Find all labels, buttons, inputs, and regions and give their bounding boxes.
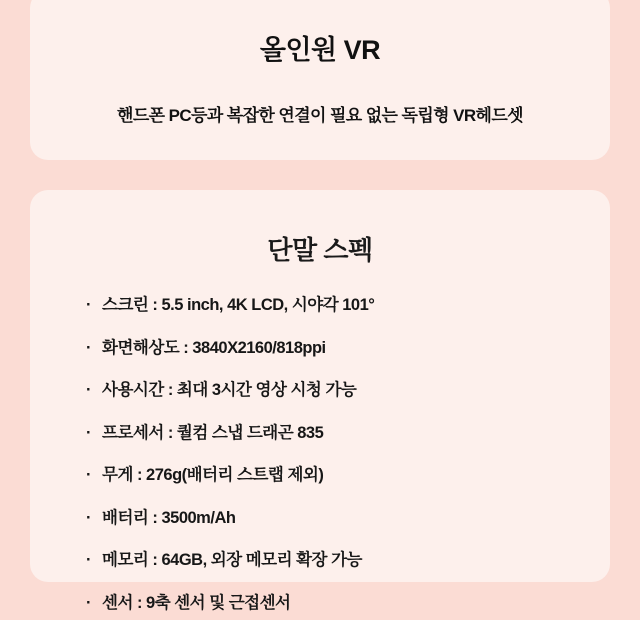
list-item-label: 배터리 : 3500m/Ah [102,508,236,527]
bullet-icon: · [86,466,91,484]
spec-list [64,267,576,611]
bullet-icon: · [86,338,91,357]
list-item-label: 무게 : 276g(배터리 스트랩 제외) [102,466,324,484]
list-item [86,340,576,357]
bullet-icon: · [86,381,91,399]
list-item [86,297,576,314]
spec-title: 단말 스펙 [267,235,373,265]
list-item [86,425,576,442]
bullet-icon: · [86,551,91,569]
list-item-label: 스크린 : 5.5 inch, 4K LCD, 시야각 101° [102,296,375,314]
bullet-icon: · [86,296,91,314]
bullet-icon: · [86,423,91,442]
list-item-label: 화면해상도 : 3840X2160/818ppi [102,338,326,357]
list-item-label: 프로세서 : 퀄컴 스냅 드래곤 835 [102,423,324,442]
spec-card [30,190,610,612]
bullet-icon: · [86,508,91,527]
list-item [86,467,576,484]
list-item [86,510,576,527]
page-subtitle: 핸드폰 PC등과 복잡한 연결이 필요 없는 독립형 VR헤드셋 [117,106,523,125]
list-item-label: 센서 : 9축 센서 및 근접센서 [102,593,291,612]
page-title: 올인원 VR [259,35,381,65]
header-card [30,0,610,160]
list-item [86,382,576,399]
bullet-icon: · [86,593,91,612]
list-item-label: 사용시간 : 최대 3시간 영상 시청 가능 [102,381,357,399]
list-item [86,595,576,612]
list-item [86,552,576,569]
list-item-label: 메모리 : 64GB, 외장 메모리 확장 가능 [102,551,362,569]
